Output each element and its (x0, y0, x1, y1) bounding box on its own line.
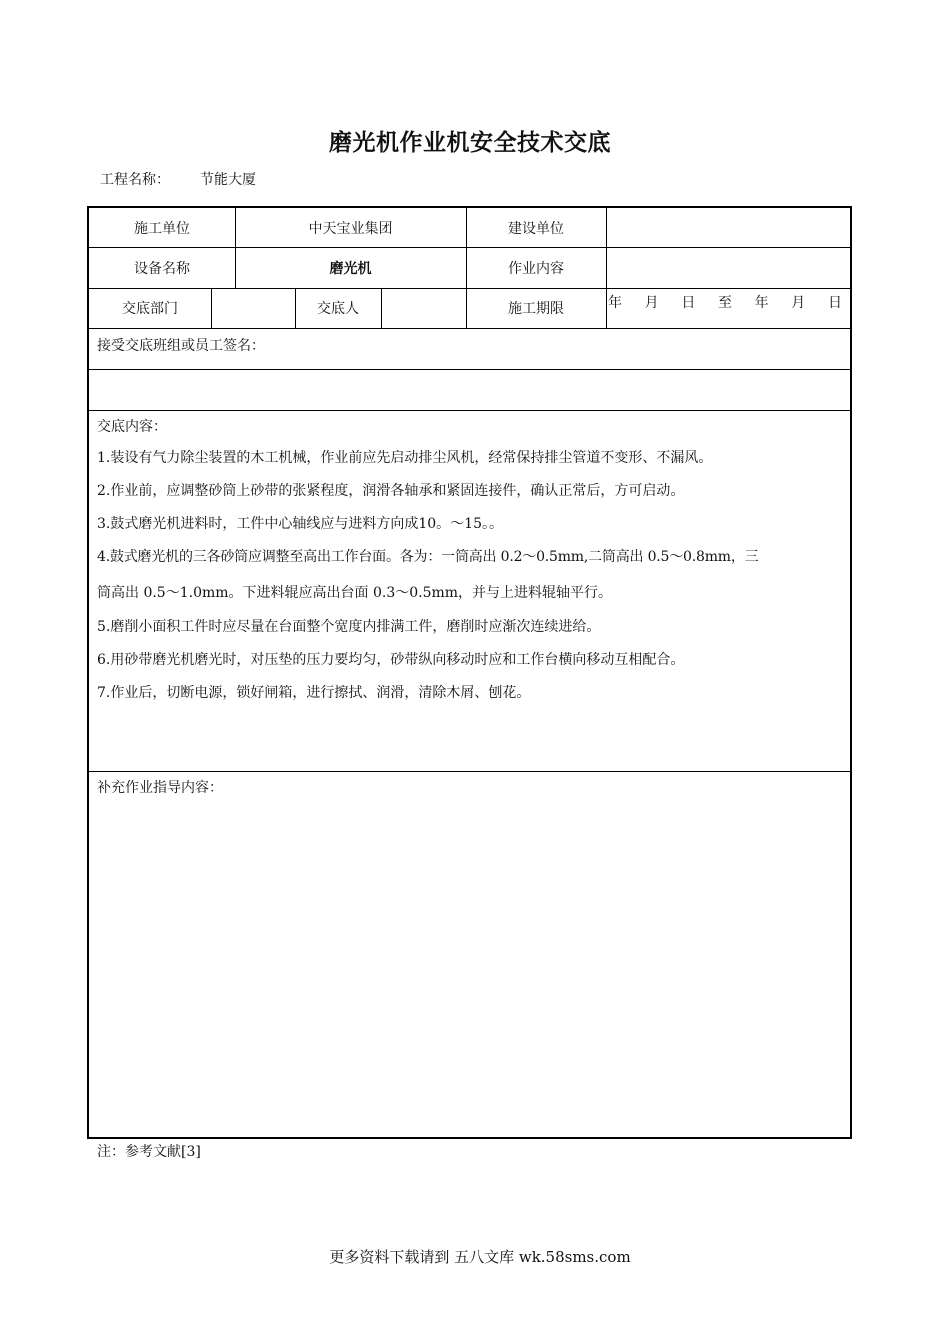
disclosure-form-table (87, 206, 852, 1139)
builder-unit-label: 建设单位 (508, 220, 564, 237)
period-month-end: 月 (791, 295, 806, 311)
construction-unit-label: 施工单位 (134, 220, 190, 237)
row-divider (89, 369, 850, 370)
content-item: 1.装设有气力除尘装置的木工机械，作业前应先启动排尘风机，经常保持排尘管道不变形、不漏风。 (97, 450, 713, 466)
period-year-end: 年 (754, 295, 769, 311)
row-divider (89, 771, 850, 772)
equipment-name-value: 磨光机 (329, 260, 372, 277)
period-year-start: 年 (608, 295, 622, 311)
period-to: 至 (717, 295, 732, 311)
period-month-start: 月 (644, 295, 659, 311)
disclosure-dept-label: 交底部门 (122, 301, 178, 317)
project-name-label: 工程名称： (100, 172, 170, 188)
construction-period-label: 施工期限 (508, 301, 564, 317)
supplement-label: 补充作业指导内容： (97, 780, 223, 796)
period-day-end: 日 (827, 295, 842, 311)
signature-label: 接受交底班组或员工签名： (97, 338, 265, 354)
row-divider (89, 410, 850, 411)
content-item: 4.鼓式磨光机的三各砂筒应调整至高出工作台面。各为：一筒高出 0.2～0.5mm,二筒高出 0.5～0.8mm，三 (97, 549, 759, 565)
disclosure-content-label: 交底内容： (97, 419, 167, 435)
footer-download-link[interactable]: 更多资料下载请到 五八文库 wk.58sms.com (329, 1248, 631, 1266)
project-name-line (100, 169, 256, 189)
discloser-label: 交底人 (317, 301, 359, 317)
equipment-name-label: 设备名称 (134, 260, 190, 277)
document-title: 磨光机作业机安全技术交底 (329, 130, 611, 156)
row-divider (89, 328, 850, 329)
content-item: 3.鼓式磨光机进料时，工件中心轴线应与进料方向成10。～15。。 (97, 516, 503, 532)
project-name-value: 节能大厦 (200, 172, 256, 188)
work-content-label: 作业内容 (508, 260, 564, 277)
construction-unit-value: 中天宝业集团 (308, 220, 393, 237)
content-item: 6.用砂带磨光机磨光时，对压垫的压力要均匀，砂带纵向移动时应和工作台横向移动互相配合。 (97, 652, 685, 668)
construction-period-range (608, 292, 848, 312)
disclosure-dept-value (211, 288, 295, 328)
period-day-start: 日 (681, 295, 696, 311)
content-item: 5.磨削小面积工件时应尽量在台面整个宽度内排满工件，磨削时应渐次连续进给。 (97, 619, 601, 635)
reference-note: 注：参考文献[3] (97, 1144, 201, 1160)
content-item-continued: 筒高出 0.5～1.0mm。下进料辊应高出台面 0.3～0.5mm，并与上进料辊轴平行。 (97, 585, 613, 601)
content-item: 2.作业前，应调整砂筒上砂带的张紧程度，润滑各轴承和紧固连接件，确认正常后，方可启动。 (97, 483, 685, 499)
content-item: 7.作业后，切断电源，锁好闸箱，进行擦拭、润滑，清除木屑、刨花。 (97, 685, 531, 701)
discloser-value (381, 288, 466, 328)
builder-unit-value (606, 208, 850, 247)
work-content-value (606, 247, 850, 288)
